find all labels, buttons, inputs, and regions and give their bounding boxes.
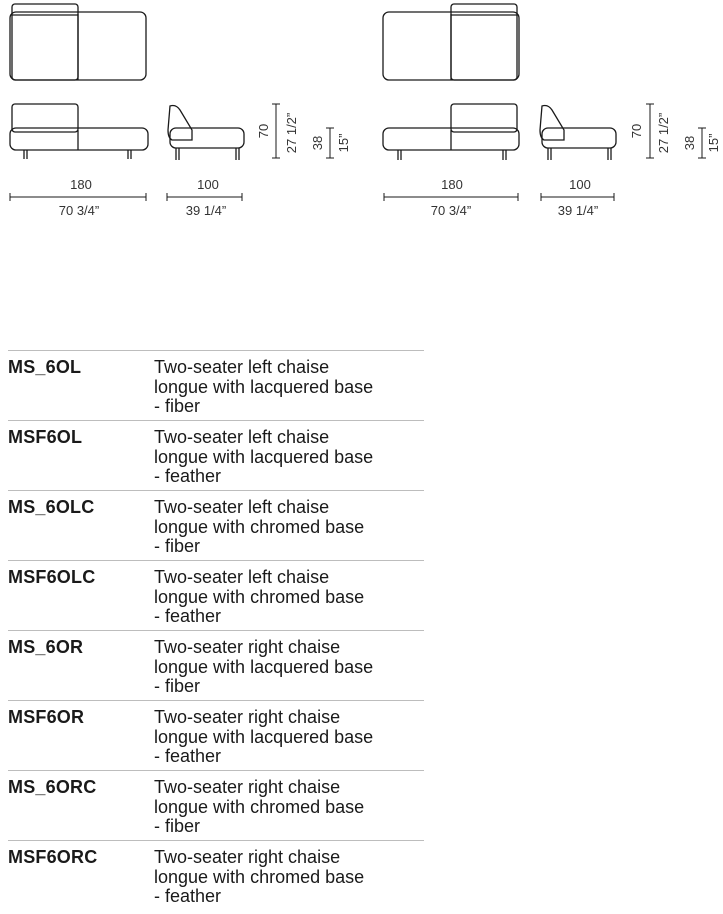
- left-height-cm: 70: [256, 123, 271, 139]
- description-line: - feather: [154, 606, 222, 627]
- table-row: [8, 771, 424, 841]
- description-line: longue with lacquered base: [154, 726, 374, 747]
- product-code: MSF6OL: [8, 427, 83, 447]
- technical-drawings: [0, 0, 723, 230]
- description-line: Two-seater left chaise: [154, 567, 330, 587]
- table-row: [8, 561, 424, 631]
- description-line: - fiber: [154, 536, 201, 557]
- right-seat-in: 15”: [706, 133, 721, 153]
- table-row: [8, 491, 424, 561]
- product-code: MSF6OLC: [8, 567, 96, 587]
- product-description: [154, 491, 424, 560]
- description-line: - fiber: [154, 676, 201, 697]
- right-height-cm: 70: [629, 123, 644, 139]
- left-depth-in: 39 1/4”: [185, 203, 227, 218]
- product-description: [154, 701, 424, 770]
- left-side-view: [168, 106, 244, 161]
- description-line: - feather: [154, 886, 222, 907]
- right-side-view: [540, 106, 616, 161]
- description-line: Two-seater right chaise: [154, 637, 341, 657]
- table-row: [8, 421, 424, 491]
- table-row: [8, 631, 424, 701]
- left-seat-cm: 38: [310, 135, 325, 151]
- product-description: [154, 421, 424, 490]
- right-top-view: [383, 4, 519, 80]
- product-code: MSF6OR: [8, 707, 85, 727]
- left-height-in: 27 1/2”: [284, 112, 299, 154]
- left-width-in: 70 3/4”: [58, 203, 100, 218]
- description-line: longue with chromed base: [154, 866, 365, 887]
- product-description: [154, 771, 424, 840]
- left-depth-cm: 100: [197, 177, 219, 192]
- description-line: Two-seater right chaise: [154, 847, 341, 867]
- description-line: longue with chromed base: [154, 796, 365, 817]
- description-line: longue with lacquered base: [154, 656, 374, 677]
- right-seat-cm: 38: [682, 135, 697, 151]
- description-line: longue with chromed base: [154, 516, 365, 537]
- product-code: MS_6ORC: [8, 777, 97, 797]
- description-line: - feather: [154, 746, 222, 767]
- description-line: Two-seater left chaise: [154, 427, 330, 447]
- product-code: MS_6OL: [8, 357, 82, 377]
- right-depth-in: 39 1/4”: [557, 203, 599, 218]
- description-line: Two-seater right chaise: [154, 777, 341, 797]
- right-width-cm: 180: [441, 177, 463, 192]
- product-code: MS_6OLC: [8, 497, 95, 517]
- left-seat-in: 15”: [336, 133, 351, 153]
- description-line: Two-seater left chaise: [154, 357, 330, 377]
- description-line: longue with chromed base: [154, 586, 365, 607]
- product-code: MS_6OR: [8, 637, 84, 657]
- left-width-cm: 180: [70, 177, 92, 192]
- table-row: [8, 701, 424, 771]
- product-description: [154, 351, 424, 420]
- description-line: - feather: [154, 466, 222, 487]
- table-row: [8, 351, 424, 421]
- right-width-in: 70 3/4”: [430, 203, 472, 218]
- left-top-view: [10, 4, 146, 80]
- product-description: [154, 631, 424, 700]
- description-line: longue with lacquered base: [154, 376, 374, 397]
- description-line: Two-seater left chaise: [154, 497, 330, 517]
- right-front-view: [383, 104, 519, 160]
- description-line: longue with lacquered base: [154, 446, 374, 467]
- table-row: [8, 841, 424, 911]
- left-front-view: [10, 104, 148, 159]
- right-depth-cm: 100: [569, 177, 591, 192]
- product-table: [8, 350, 424, 911]
- product-description: [154, 561, 424, 630]
- product-code: MSF6ORC: [8, 847, 98, 867]
- drawings-svg: [0, 0, 723, 230]
- description-line: - fiber: [154, 816, 201, 837]
- right-height-in: 27 1/2”: [656, 112, 671, 154]
- description-line: - fiber: [154, 396, 201, 417]
- description-line: Two-seater right chaise: [154, 707, 341, 727]
- product-description: [154, 841, 424, 911]
